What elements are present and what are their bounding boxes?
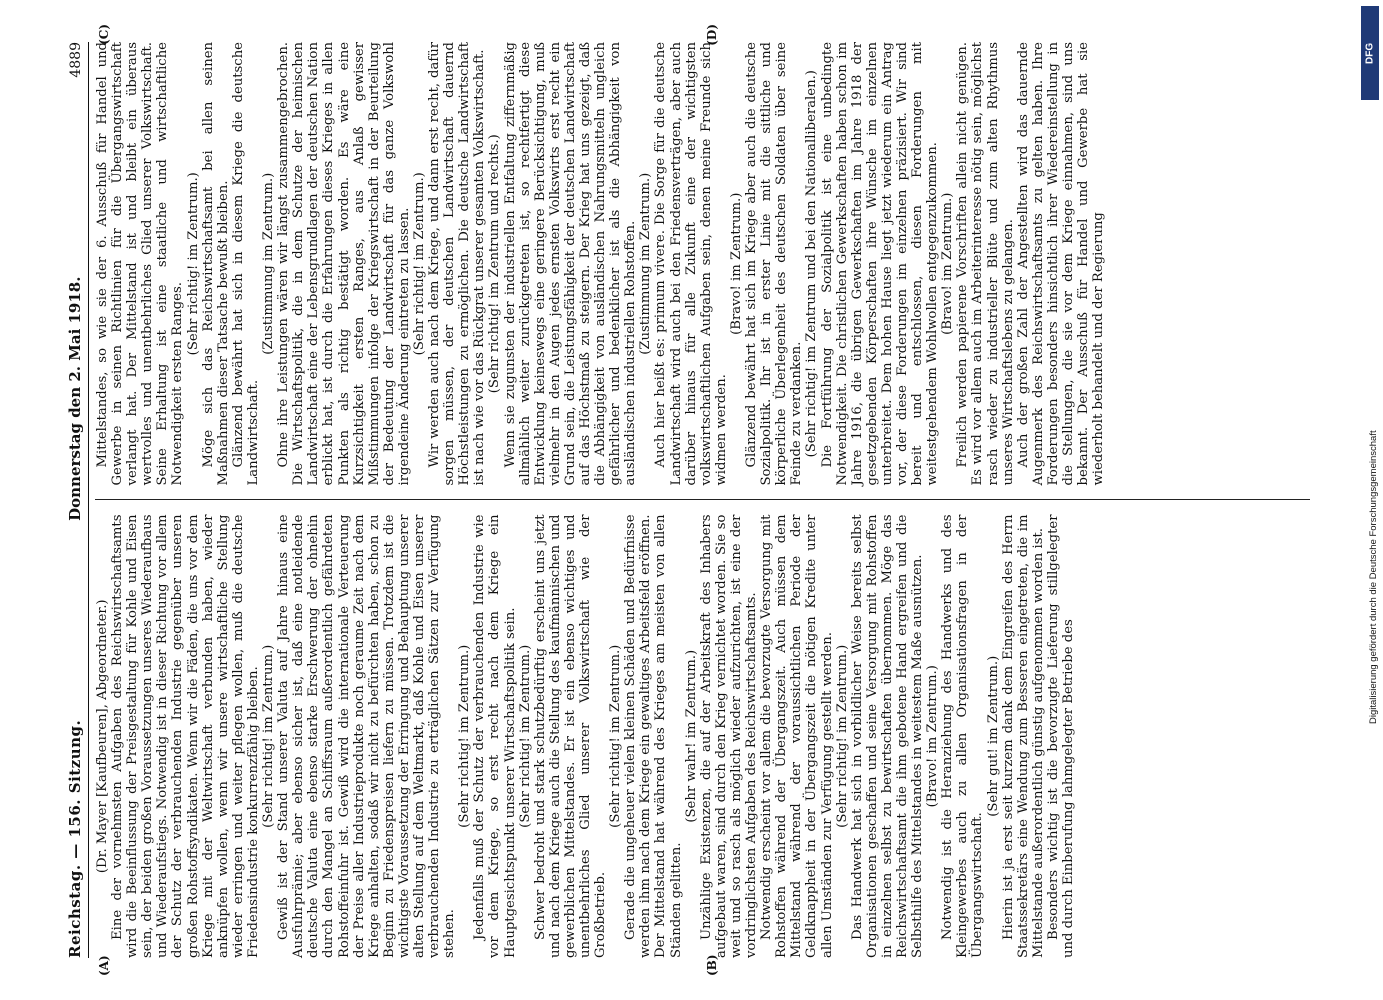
paragraph: Notwendig ist die Heranziehung des Handwerks und des Kleingewerbes auch zu allen Organisationsfragen in der Übergangswirtschaft. [939,514,985,958]
paragraph: Hierin ist ja erst seit kurzem dank dem Eingreifen des Herrn Staatssekretärs eine Wendung zum Besseren eingetreten, die im Mittelstande außerordentlich günstig aufgenommen worden ist. [1000,514,1046,958]
text-columns [94,24,1310,976]
header-date: Donnerstag den 2. Mai 1918. [65,276,84,521]
paragraph: (Bravo! im Zentrum.) [728,192,744,335]
paragraph: Besonders wichtig ist die bevorzugte Lieferung stillgelegter und durch Einberufung lahmgelegter Betriebe des [1045,514,1076,958]
paragraph: (Zustimmung im Zentrum.) [637,172,653,355]
header-left: Reichstag. — 156. Sitzung. [65,719,84,958]
paragraph: Notwendig erscheint vor allem die bevorzugte Versorgung mit Rohstoffen während der Übergangszeit. Auch müssen dem Mittelstand während der voraussichtlichen Periode der Geldknappheit in der Übergangszeit die nötigen Kredite unter allen Umständen zur Verfügung gestellt werden. [758,514,834,958]
digitization-credit: Digitalisierung gefördert durch die Deutsche Forschungsgemeinschaft [1368,430,1379,724]
paragraph: Glänzend bewährt hat sich in diesem Kriege die deutsche Landwirtschaft. [230,42,261,486]
paragraph: (Sehr richtig! im Zentrum.) [456,644,472,828]
page-header [66,42,89,958]
paragraph: (Sehr wahr! im Zentrum.) [683,649,699,823]
paragraph: (Sehr richtig! im Zentrum und bei den Nationalliberalen.) [803,70,819,458]
paragraph: (Sehr richtig! im Zentrum.) [607,644,623,828]
paragraph: (Sehr richtig! im Zentrum.) [260,644,276,828]
paragraph: Wir werden auch nach dem Kriege, und dann erst recht, dafür sorgen müssen, der deutschen Landwirtschaft dauernd Höchstleistungen zu ermöglichen. Die deutsche Landwirtschaft ist nach wie vor das Rückgrat unserer gesamten Volkswirtschaft. [426,42,487,486]
paragraph: Unzählige Existenzen, die auf der Arbeitskraft des Inhabers aufgebaut waren, sind durch den Krieg vernichtet worden. Sie so weit und so rasch als möglich wieder aufzurichten, ist eine der vordringlichsten Aufgaben des Reichswirtschaftsamts. [698,514,759,958]
paragraph: Glänzend bewährt hat sich im Kriege aber auch die deutsche Sozialpolitik. Ihr ist in erster Linie mit die sittliche und körperliche Überlegenheit des deutschen Soldaten über seine Feinde zu verdanken. [743,42,804,486]
margin-marker-d: (D) [704,24,719,46]
dfg-logo: DFG [1361,6,1379,100]
document-page [52,20,1332,980]
paragraph: Auch hier heißt es: primum vivere. Die Sorge für die deutsche Landwirtschaft wird auch bei den Friedensverträgen, aber auch darüber hinaus für alle Zukunft eine der wichtigsten volkswirtschaftlichen Aufgaben sein, denen meine Freunde sich widmen werden. [652,42,729,486]
margin-marker-c: (C) [96,24,111,45]
paragraph: Freilich werden papierene Vorschriften allein nicht genügen. Es wird vor allem auch im Arbeiterinteresse nötig sein, möglichst rasch wieder zu industrieller Blüte und zum alten Rhythmus unseres Wirtschaftslebens zu gelangen. [954,42,1016,486]
paragraph: Wenn sie zugunsten der industriellen Entfaltung ziffernmäßig allmählich weiter zurückgetreten ist, so rechtfertigt diese Entwicklung keineswegs eine geringere Berücksichtigung, muß vielmehr in den Augen jedes ernsten Volkswirts erst recht ein Grund sein, die Leistungsfähigkeit der deutschen Landwirtschaft auf das Höchstmaß zu steigern. Der Krieg hat uns gezeigt, daß die Abhängigkeit von ausländischen Nahrungsmitteln ungleich gefährlicher und bedenklicher ist als die Abhängigkeit von ausländischen industriellen Rohstoffen. [502,42,638,486]
paragraph: (Zustimmung im Zentrum.) [260,172,276,355]
paragraph: Schwer bedroht und stark schutzbedürftig erscheint uns jetzt und nach dem Kriege auch die Stellung des kaufmännischen und gewerblichen Mittelstandes. Er ist ein ebenso wichtiges und unentbehrliches Glied unserer Volkswirtschaft wie der Großbetrieb. [532,514,608,958]
paragraph: Gerade die ungeheuer vielen kleinen Schäden und Bedürfnisse werden ihm nach dem Kriege ein gewaltiges Arbeitsfeld eröffnen. Der Mittelstand hat während des Krieges am meisten von allen Ständen gelitten. [622,514,684,958]
paragraph: Eine der vornehmsten Aufgaben des Reichswirtschaftsamts wird die Beeinflussung der Preisgestaltung für Kohle und Eisen sein, der beiden großen Voraussetzungen unseres Wiederaufbaus und Wiederaufstiegs. Notwendig ist in dieser Richtung vor allem der Schutz der verbrauchenden Industrie gegenüber unseren großen Rohstoffsyndikaten. Wenn wir die Fäden, die uns vor dem Kriege mit der Weltwirtschaft verbunden haben, wieder anknüpfen wollen, wenn wir unsere wirtschaftliche Stellung wieder erringen und weiter pflegen wollen, muß die deutsche Friedensindustrie konkurrenzfähig bleiben. [109,514,261,958]
paragraph: Jedenfalls muß der Schutz der verbrauchenden Industrie wie vor dem Kriege, so erst recht nach dem Kriege ein Hauptgesichtspunkt unserer Wirtschaftspolitik sein. [471,514,518,958]
paragraph: (Sehr richtig! im Zentrum.) [517,644,533,828]
paragraph: (Bravo! im Zentrum.) [939,192,955,335]
paragraph: Möge sich das Reichswirtschaftsamt bei allen seinen Maßnahmen dieser Tatsache bewußt bleiben. [200,42,231,486]
paragraph: Gewiß ist der Stand unserer Valuta auf Jahre hinaus eine Ausfuhrprämie; aber ebenso sicher ist, daß eine notleidende deutsche Valuta eine ebenso starke Erschwerung der ohnehin durch den Mangel an Schiffsraum außerordentlich gefährdeten Rohstoffeinfuhr ist. Gewiß wird die internationale Verteuerung der Preise aller Industrieprodukte noch geraume Zeit nach dem Kriege anhalten, sodaß wir nicht zu befürchten haben, schon zu Beginn zu Friedenspreisen liefern zu müssen. Trotzdem ist die wichtigste Voraussetzung der Erringung und Behauptung unserer alten Stellung auf dem Weltmarkt, daß Kohle und Eisen unserer verbrauchenden Industrie zu erträglichen Sätzen zur Verfügung stehen. [275,514,457,958]
paragraph: (Sehr gut! im Zentrum.) [985,655,1001,817]
page-number: 4889 [67,42,84,78]
paragraph: (Bravo! im Zentrum.) [924,665,940,808]
paragraph: (Sehr richtig! im Zentrum.) [411,172,427,356]
paragraph: Ohne ihre Leistungen wären wir längst zusammengebrochen. Die Wirtschaftspolitik, die in dem Schutze der heimischen Landwirtschaft eine der Lebensgrundlagen der deutschen Nation erblickt hat, ist durch die Erfahrungen dieses Krieges in allen Punkten als richtig bestätigt worden. Es wäre eine Kurzsichtigkeit ersten Ranges, aus Anlaß gewisser Mißstimmungen infolge der Kriegswirtschaft in der Beurteilung der Bedeutung der Landwirtschaft für das ganze Volkswohl irgendeine Änderung eintreten zu lassen. [275,42,412,486]
paragraph: (Sehr richtig! im Zentrum.) [834,644,850,828]
margin-marker-a: (A) [96,955,111,976]
column-divider [95,500,1310,501]
paragraph: Auch der großen Zahl der Angestellten wird das dauernde Augenmerk des Reichswirtschaftsamts zu gelten haben. Ihre Forderungen besonders hinsichtlich ihrer Wiedereinstellung in die Stellungen, die sie vor dem Kriege einnahmen, sind uns bekannt. Der Ausschuß für Handel und Gewerbe hat sie wiederholt behandelt und der Regierung [1015,42,1106,486]
paragraph: (Sehr richtig! im Zentrum.) [185,172,201,356]
paragraph: Die Fortführung der Sozialpolitik ist eine unbedingte Notwendigkeit. Die christlichen Gewerkschaften haben schon im Jahre 1916, die übrigen Gewerkschaften im Jahre 1918 der gesetzgebenden Körperschaften ihre Wünsche im einzelnen unterbreitet. Dem hohen Hause liegt jetzt wiederum ein Antrag vor, der diese Forderungen im einzelnen präzisiert. Wir sind bereit und entschlossen, diesen Forderungen mit weitestgehendem Wohlwollen entgegenzukommen. [819,42,940,486]
paragraph: (Sehr richtig! im Zentrum und rechts.) [486,134,502,394]
paragraph: Mittelstandes, so wie sie der 6. Ausschuß für Handel und Gewerbe in seinen Richtlinien für die Übergangswirtschaft verlangt hat. Der Mittelstand ist und bleibt ein überaus wertvolles und unentbehrliches Glied unserer Volkswirtschaft. Seine Erhaltung ist eine staatliche und wirtschaftliche Notwendigkeit ersten Ranges. [94,42,185,486]
left-column [94,514,1310,976]
margin-marker-b: (B) [704,954,719,976]
right-column [94,24,1310,486]
paragraph: (Dr. Mayer [Kaufbeuren], Abgeordneter.) [94,599,110,874]
paragraph: Das Handwerk hat sich in vorbildlicher Weise bereits selbst Organisationen geschaffen und seine Versorgung mit Rohstoffen in einzelnen selbst zu bewirtschaften übernommen. Möge das Reichswirtschaftsamt die ihm gebotene Hand ergreifen und die Selbsthilfe des Mittelstandes in weitestem Maße ausnützen. [849,514,925,958]
